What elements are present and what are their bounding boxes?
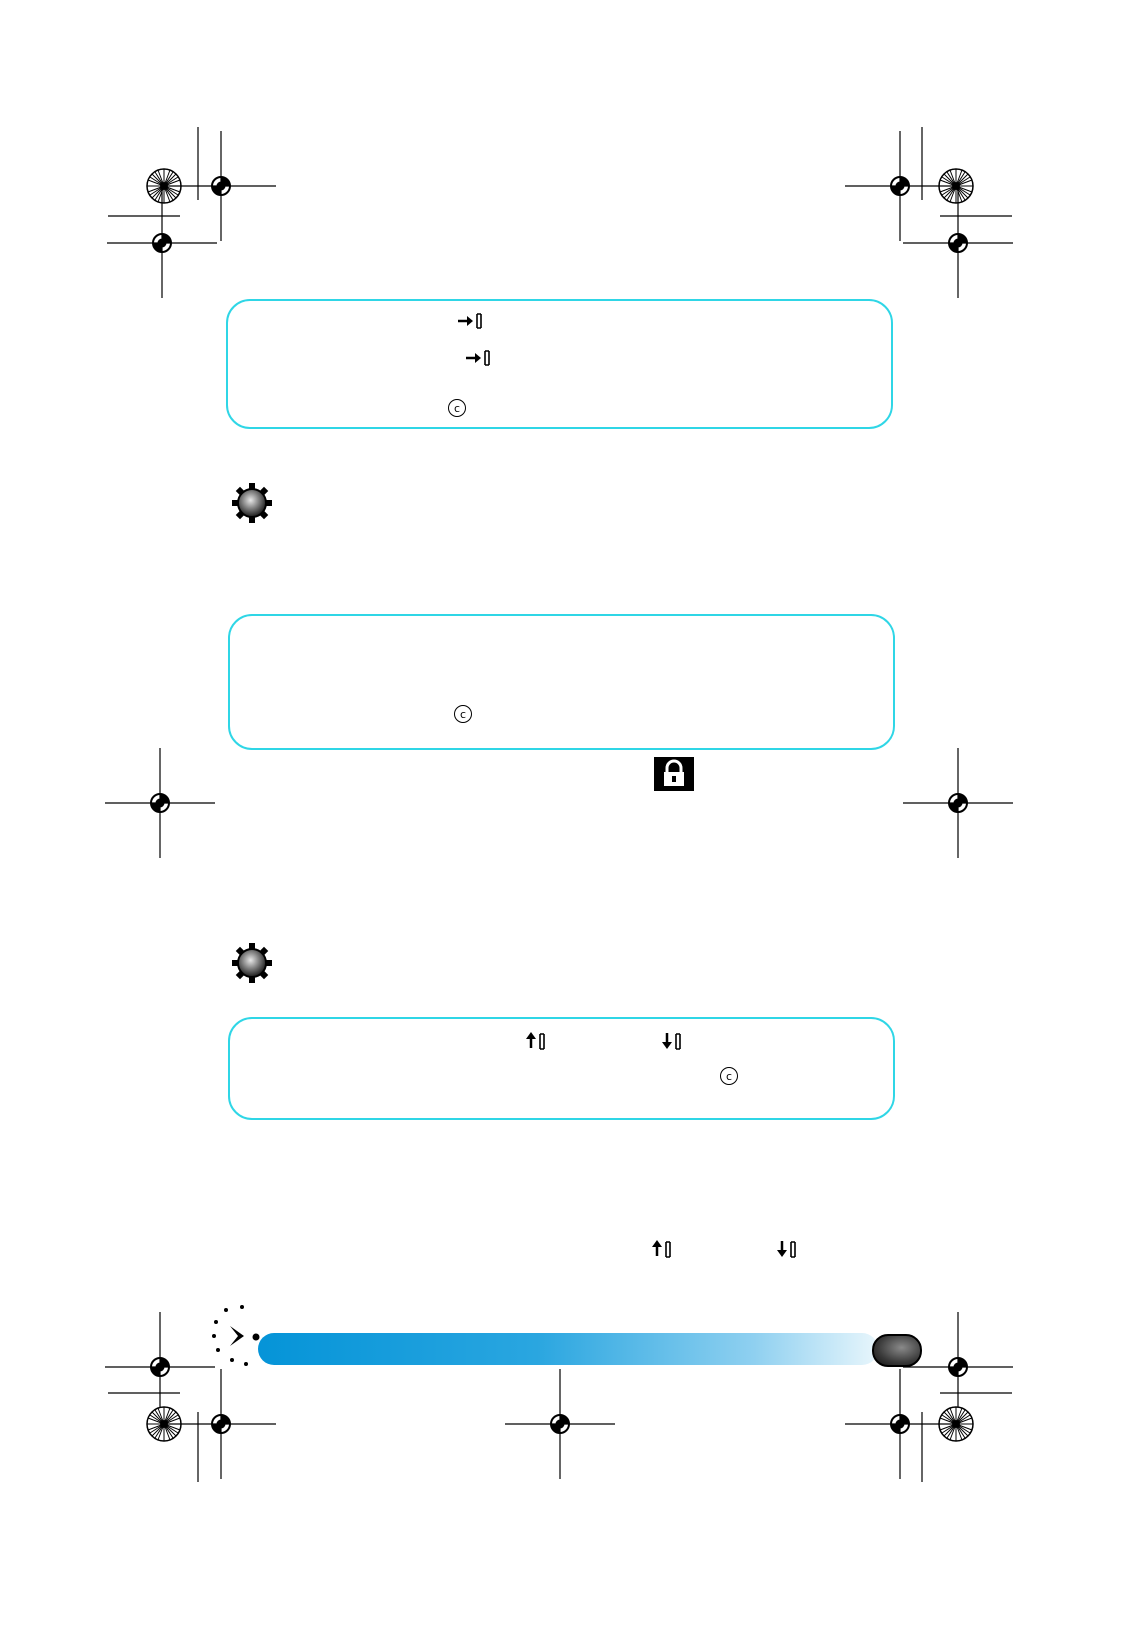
arrow-down-key-icon bbox=[777, 1239, 799, 1259]
settings-gear-icon bbox=[232, 943, 272, 983]
c-key-icon: c bbox=[448, 399, 466, 417]
instruction-panel-1 bbox=[226, 299, 893, 429]
settings-gear-icon bbox=[232, 483, 272, 523]
footer-gradient-bar bbox=[258, 1333, 878, 1365]
arrow-right-key-icon bbox=[457, 312, 483, 330]
arrow-up-key-icon bbox=[526, 1031, 548, 1051]
footer-sparkle-icon bbox=[208, 1300, 268, 1370]
arrow-up-key-icon bbox=[652, 1239, 674, 1259]
lock-icon bbox=[654, 757, 694, 791]
instruction-panel-3 bbox=[228, 1017, 895, 1120]
page-number-tab-icon bbox=[872, 1334, 922, 1367]
instruction-panel-2 bbox=[228, 614, 895, 750]
arrow-down-key-icon bbox=[662, 1031, 684, 1051]
c-key-icon: c bbox=[454, 705, 472, 723]
c-key-icon: c bbox=[720, 1067, 738, 1085]
arrow-right-key-icon bbox=[465, 349, 491, 367]
